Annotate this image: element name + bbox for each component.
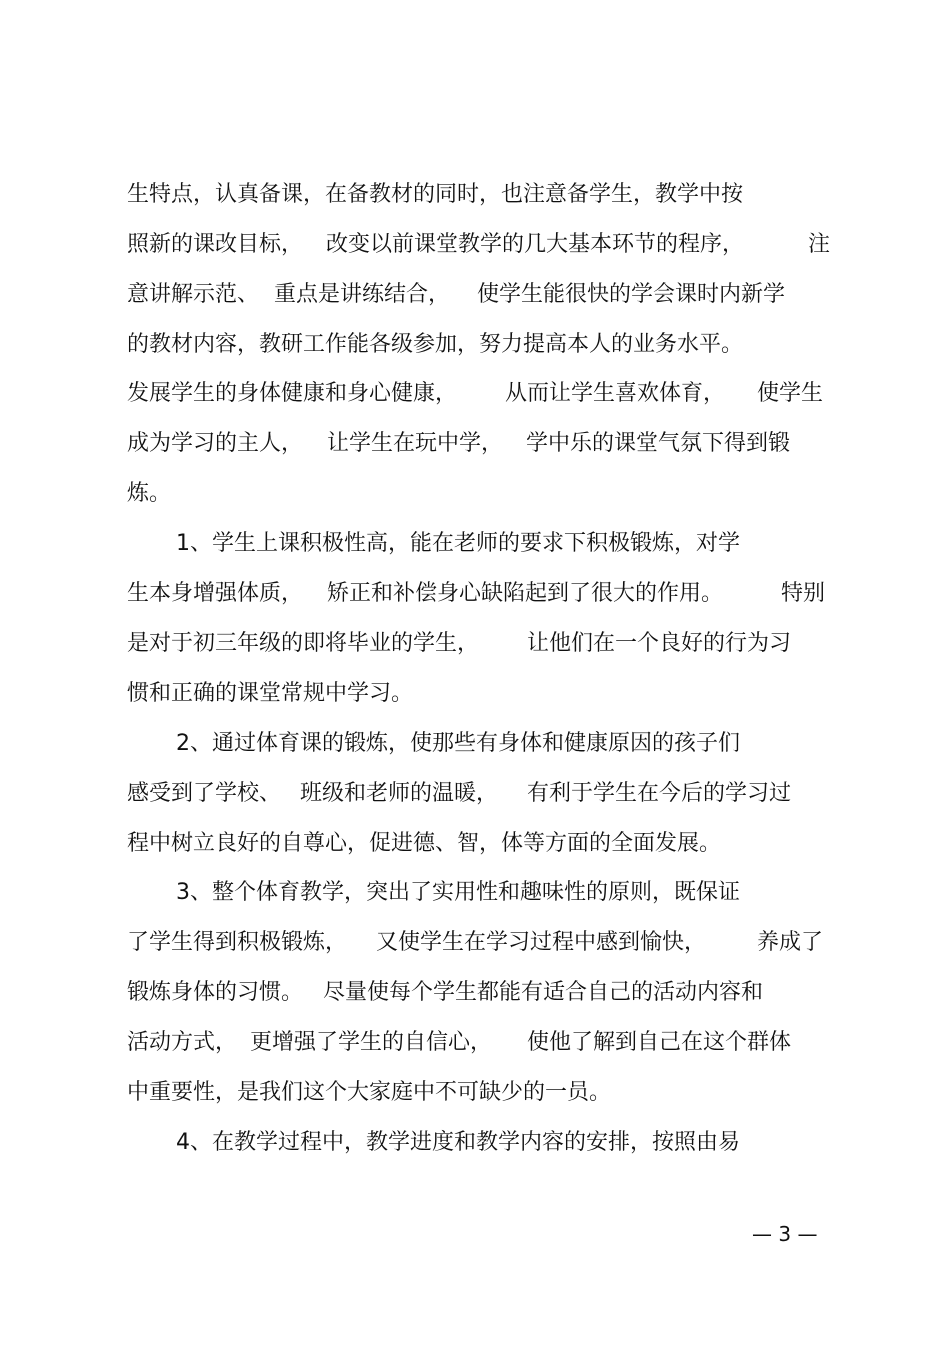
- text-segment: 从而让学生喜欢体育，: [505, 381, 726, 406]
- text-segment: 1、学生上课积极性高，能在老师的要求下积极锻炼，对学: [176, 531, 740, 556]
- text-segment: 生特点，认真备课，在备教材的同时，也注意备学生，教学中按: [127, 182, 744, 207]
- text-segment: 特别: [781, 581, 826, 606]
- text-segment: 使学生: [757, 381, 824, 406]
- text-segment: 活动方式，: [127, 1030, 238, 1055]
- text-segment: 使学生能很快的学会课时内新学: [477, 282, 786, 307]
- text-line: [0, 426, 950, 462]
- text-line: [0, 277, 950, 313]
- text-line: [0, 376, 950, 412]
- text-line: [0, 726, 950, 762]
- text-line: [0, 626, 950, 662]
- text-segment: 程中树立良好的自尊心，促进德、智，体等方面的全面发展。: [127, 831, 722, 856]
- text-segment: 又使学生在学习过程中感到愉快，: [376, 930, 707, 955]
- text-line: [0, 875, 950, 911]
- text-segment: 班级和老师的温暖，: [300, 781, 499, 806]
- text-segment: 尽量使每个学生都能有适合自己的活动内容和: [323, 980, 764, 1005]
- page-number: — 3 —: [752, 1222, 818, 1246]
- text-segment: 惯和正确的课堂常规中学习。: [127, 681, 414, 706]
- text-segment: 感受到了学校、: [127, 781, 282, 806]
- text-line: [0, 975, 950, 1011]
- text-line: [0, 676, 950, 712]
- text-segment: 成为学习的主人，: [127, 431, 304, 456]
- text-segment: 的教材内容，教研工作能各级参加，努力提高本人的业务水平。: [127, 332, 744, 357]
- text-segment: 使他了解到自己在这个群体: [527, 1030, 792, 1055]
- text-segment: 炼。: [127, 481, 172, 506]
- text-segment: 4、在教学过程中，教学进度和教学内容的安排，按照由易: [176, 1130, 740, 1155]
- text-segment: 中重要性，是我们这个大家庭中不可缺少的一员。: [127, 1080, 612, 1105]
- text-segment: 有利于学生在今后的学习过: [527, 781, 792, 806]
- text-line: [0, 776, 950, 812]
- text-segment: 矫正和补偿身心缺陷起到了很大的作用。: [327, 581, 724, 606]
- text-segment: 注: [808, 232, 831, 257]
- text-segment: 意讲解示范、: [127, 282, 260, 307]
- text-line: [0, 576, 950, 612]
- text-line: [0, 327, 950, 363]
- text-segment: 重点是讲练结合，: [274, 282, 451, 307]
- text-line: [0, 1025, 950, 1061]
- text-segment: 改变以前课堂教学的几大基本环节的程序，: [326, 232, 745, 257]
- text-segment: 3、整个体育教学，突出了实用性和趣味性的原则，既保证: [176, 880, 740, 905]
- text-segment: 照新的课改目标，: [127, 232, 304, 257]
- text-segment: 发展学生的身体健康和身心健康，: [127, 381, 458, 406]
- text-line: [0, 476, 950, 512]
- text-segment: 了学生得到积极锻炼，: [127, 930, 348, 955]
- text-segment: 养成了: [757, 930, 824, 955]
- text-line: [0, 1125, 950, 1161]
- text-line: [0, 177, 950, 213]
- text-line: [0, 826, 950, 862]
- text-segment: 是对于初三年级的即将毕业的学生，: [127, 631, 480, 656]
- text-line: [0, 925, 950, 961]
- text-segment: 更增强了学生的自信心，: [250, 1030, 493, 1055]
- text-line: [0, 227, 950, 263]
- text-segment: 锻炼身体的习惯。: [127, 980, 304, 1005]
- text-segment: 2、通过体育课的锻炼，使那些有身体和健康原因的孩子们: [176, 731, 740, 756]
- text-segment: 让学生在玩中学，: [327, 431, 504, 456]
- text-line: [0, 1075, 950, 1111]
- text-segment: 学中乐的课堂气氛下得到锻: [526, 431, 791, 456]
- text-line: [0, 526, 950, 562]
- text-segment: 生本身增强体质，: [127, 581, 304, 606]
- text-segment: 让他们在一个良好的行为习: [527, 631, 792, 656]
